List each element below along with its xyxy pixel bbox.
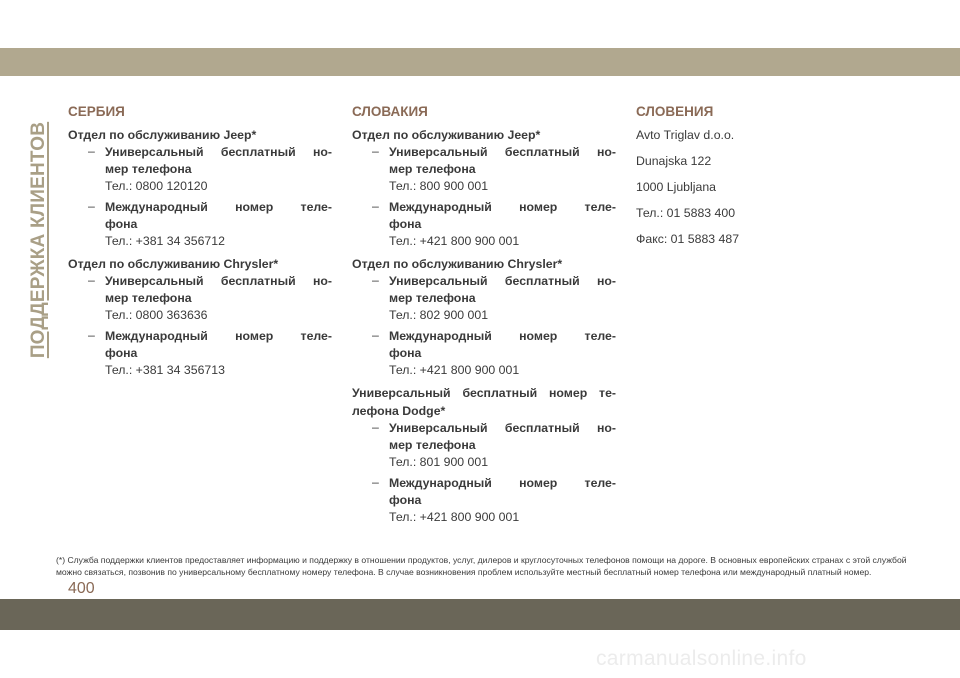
phone-entry [68, 199, 332, 250]
country-heading: СЛОВЕНИЯ [636, 104, 714, 119]
phone-number: Тел.: +421 800 900 001 [389, 363, 520, 377]
side-section-title: ПОДДЕРЖКА КЛИЕНТОВ [28, 121, 49, 359]
entry-label-cont: фона [105, 217, 138, 231]
service-heading: Отдел по обслуживанию Jeep* [68, 128, 257, 142]
phone-number: Тел.: 01 5883 400 [636, 206, 736, 220]
entry-label: Универсальный бесплатный но- [389, 274, 616, 288]
phone-entry [68, 328, 332, 379]
phone-entry [352, 475, 616, 526]
street-address: Dunajska 122 [636, 154, 712, 168]
entry-label: Международный номер теле- [389, 329, 616, 343]
entry-label-cont: мер телефона [105, 162, 192, 176]
dash-bullet: – [88, 273, 95, 287]
dash-bullet: – [372, 199, 379, 213]
phone-number: Тел.: 802 900 001 [389, 308, 489, 322]
dash-bullet: – [372, 420, 379, 434]
dash-bullet: – [88, 144, 95, 158]
city-postcode: 1000 Ljubljana [636, 180, 717, 194]
phone-number: Тел.: +421 800 900 001 [389, 510, 520, 524]
entry-label: Международный номер теле- [105, 329, 332, 343]
entry-label-cont: мер телефона [105, 291, 192, 305]
top-band [0, 48, 960, 76]
fax-number: Факс: 01 5883 487 [636, 232, 740, 246]
service-heading-cont: лефона Dodge* [352, 404, 446, 418]
column-slovenia [636, 103, 900, 257]
phone-entry [352, 328, 616, 379]
phone-entry [68, 273, 332, 324]
dash-bullet: – [372, 273, 379, 287]
phone-number: Тел.: +421 800 900 001 [389, 234, 520, 248]
dash-bullet: – [372, 328, 379, 342]
entry-label-cont: мер телефона [389, 291, 476, 305]
footnote-line: можно связаться, позвонив по универсальному бесплатному номеру телефона. В случае возникновения проблем используйте местный бесплатный номер телефона или международный платный номер. [56, 566, 872, 577]
entry-label: Международный номер теле- [389, 476, 616, 490]
dash-bullet: – [372, 475, 379, 489]
bottom-band [0, 599, 960, 630]
entry-label: Универсальный бесплатный но- [105, 274, 332, 288]
phone-number: Тел.: 800 900 001 [389, 179, 489, 193]
entry-label-cont: мер телефона [389, 162, 476, 176]
country-heading: СЕРБИЯ [68, 104, 125, 119]
phone-entry [352, 199, 616, 250]
phone-entry [352, 273, 616, 324]
entry-label: Международный номер теле- [105, 200, 332, 214]
entry-label-cont: фона [389, 493, 422, 507]
footnote-line: (*) Служба поддержки клиентов предоставляет информацию и поддержку в отношении продуктов, услуг, дилеров и круглосуточных телефонов помощи на дороге. В основных европейских странах с этой службой [56, 555, 907, 565]
entry-label: Универсальный бесплатный но- [105, 145, 332, 159]
phone-entry [68, 144, 332, 195]
dash-bullet: – [372, 144, 379, 158]
entry-label: Универсальный бесплатный но- [389, 145, 616, 159]
column-slovakia [352, 103, 616, 526]
country-heading: СЛОВАКИЯ [352, 104, 428, 119]
entry-label-cont: фона [105, 346, 138, 360]
phone-number: Тел.: +381 34 356712 [105, 234, 225, 248]
company-name: Avto Triglav d.o.o. [636, 128, 735, 142]
watermark-text: carmanualsonline.info [596, 647, 807, 670]
entry-label-cont: мер телефона [389, 438, 476, 452]
phone-number: Тел.: +381 34 356713 [105, 363, 225, 377]
entry-label: Международный номер теле- [389, 200, 616, 214]
dash-bullet: – [88, 199, 95, 213]
dash-bullet: – [88, 328, 95, 342]
phone-entry [352, 144, 616, 195]
phone-number: Тел.: 801 900 001 [389, 455, 489, 469]
service-heading: Отдел по обслуживанию Chrysler* [68, 257, 279, 271]
service-heading: Отдел по обслуживанию Chrysler* [352, 257, 563, 271]
service-heading: Универсальный бесплатный номер те- [352, 386, 616, 400]
phone-entry [352, 420, 616, 471]
service-heading: Отдел по обслуживанию Jeep* [352, 128, 541, 142]
column-serbia [68, 103, 332, 379]
entry-label: Универсальный бесплатный но- [389, 421, 616, 435]
footnote [56, 555, 908, 578]
entry-label-cont: фона [389, 346, 422, 360]
page-number: 400 [68, 580, 95, 597]
entry-label-cont: фона [389, 217, 422, 231]
phone-number: Тел.: 0800 120120 [105, 179, 208, 193]
phone-number: Тел.: 0800 363636 [105, 308, 208, 322]
